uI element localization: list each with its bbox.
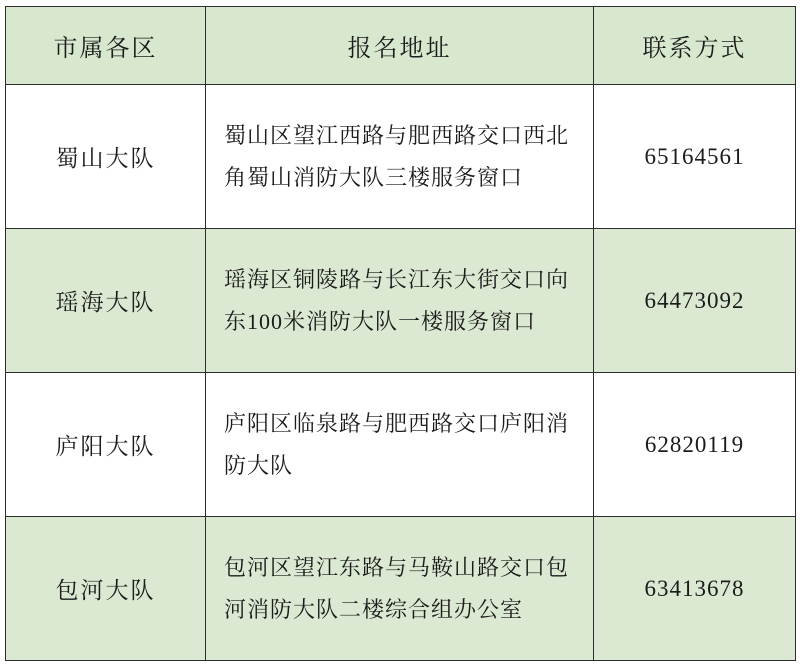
cell-address [206,517,594,661]
table-row [6,85,796,229]
address-text: 包河区望江东路与马鞍山路交口包河消防大队二楼综合组办公室 [224,554,570,622]
table-row [6,229,796,373]
cell-phone: 62820119 [594,373,796,517]
address-text: 庐阳区临泉路与肥西路交口庐阳消防大队 [224,410,570,478]
table-header-row [6,7,796,85]
column-header-contact: 联系方式 [594,7,796,85]
table-row [6,373,796,517]
table-body [6,85,796,661]
table-header [6,7,796,85]
cell-phone: 64473092 [594,229,796,373]
table-row [6,517,796,661]
cell-region: 瑶海大队 [6,229,206,373]
cell-address [206,85,594,229]
address-text: 瑶海区铜陵路与长江东大街交口向东100米消防大队一楼服务窗口 [224,266,570,334]
column-header-address: 报名地址 [206,7,594,85]
column-header-region: 市属各区 [6,7,206,85]
cell-address [206,229,594,373]
cell-region: 蜀山大队 [6,85,206,229]
cell-region: 庐阳大队 [6,373,206,517]
cell-region: 包河大队 [6,517,206,661]
address-text: 蜀山区望江西路与肥西路交口西北角蜀山消防大队三楼服务窗口 [224,122,570,190]
cell-phone: 65164561 [594,85,796,229]
contact-table [5,6,796,661]
cell-address [206,373,594,517]
cell-phone: 63413678 [594,517,796,661]
